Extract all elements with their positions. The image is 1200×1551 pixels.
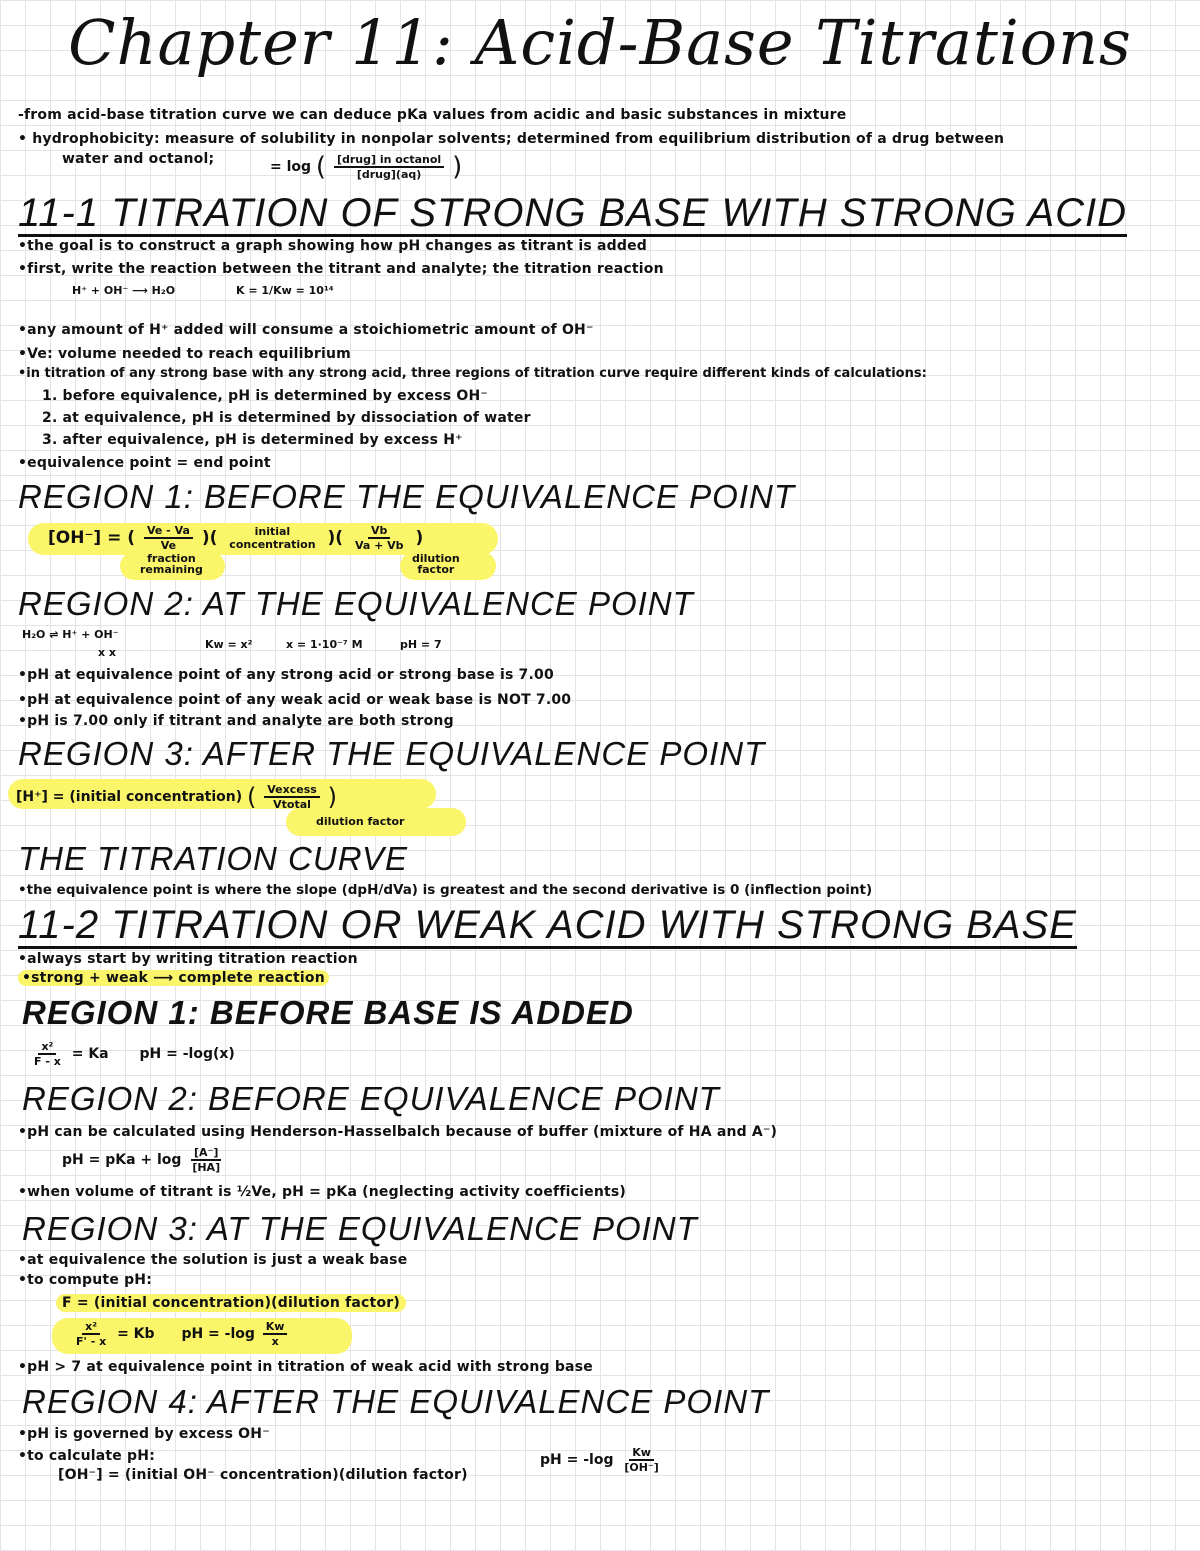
ph-prefix: pH = -log bbox=[181, 1326, 255, 1342]
fraction-denominator: [HA] bbox=[192, 1161, 221, 1174]
s2-region2-note: •pH can be calculated using Henderson-Hasselbalch because of buffer (mixture of HA and A⁻) bbox=[18, 1124, 778, 1140]
region1-close-paren: ) bbox=[415, 528, 424, 548]
ph-log-x: pH = -log(x) bbox=[139, 1046, 235, 1062]
fraction-numerator: Kw bbox=[629, 1446, 654, 1461]
intro-line-2: • hydrophobicity: measure of solubility in nonpolar solvents; determined from equilibrium distribution of a drug between bbox=[18, 131, 1005, 147]
region1-mid-paren: )( bbox=[201, 528, 218, 548]
dilution-factor-label bbox=[412, 553, 460, 575]
ph-value: pH = 7 bbox=[400, 638, 442, 651]
region3-heading: REGION 3: AFTER THE EQUIVALENCE POINT bbox=[18, 735, 766, 772]
region2-note-2: •pH at equivalence point of any weak acid or weak base is NOT 7.00 bbox=[18, 692, 572, 708]
s2-region3-heading: REGION 3: AT THE EQUIVALENCE POINT bbox=[22, 1210, 698, 1247]
kw-over-x-fraction bbox=[263, 1320, 288, 1348]
fraction-remaining bbox=[144, 524, 193, 552]
intro-line-3: water and octanol; bbox=[62, 151, 215, 167]
region-list-1: 1. before equivalence, pH is determined by excess OH⁻ bbox=[42, 388, 488, 404]
label-line-2: remaining bbox=[140, 563, 203, 576]
kw-over-oh-fraction bbox=[621, 1446, 661, 1474]
fraction-numerator: [drug] in octanol bbox=[334, 153, 444, 168]
x-value: x = 1·10⁻⁷ M bbox=[286, 638, 363, 651]
s2-region4-note-2: •to calculate pH: bbox=[18, 1448, 155, 1464]
ka-fraction bbox=[31, 1040, 64, 1068]
s2-region4-heading: REGION 4: AFTER THE EQUIVALENCE POINT bbox=[22, 1383, 770, 1420]
excess-fraction bbox=[264, 783, 320, 811]
section1-note-4: •Ve: volume needed to reach equilibrium bbox=[18, 346, 351, 362]
initial-label: initial bbox=[254, 525, 291, 538]
section1-note-3: •any amount of H⁺ added will consume a stoichiometric amount of OH⁻ bbox=[18, 322, 594, 338]
fraction-numerator: x² bbox=[82, 1320, 100, 1335]
concentration-label: concentration bbox=[229, 538, 316, 551]
section1-note-2: •first, write the reaction between the titrant and analyte; the titration reaction bbox=[18, 261, 664, 277]
label-line-1: fraction bbox=[147, 552, 196, 565]
region3-lhs: [H⁺] = (initial concentration) bbox=[16, 789, 243, 805]
titration-reaction: H⁺ + OH⁻ ⟶ H₂O bbox=[72, 284, 176, 297]
k-expression: K = 1/Kw = 10¹⁴ bbox=[236, 284, 334, 297]
formula-prefix: = log bbox=[270, 159, 312, 175]
section2-note-1: •always start by writing titration reaction bbox=[18, 951, 358, 967]
s2-region4-ph bbox=[540, 1446, 665, 1474]
kb-fraction bbox=[73, 1320, 109, 1348]
s2-region3-note-1: •at equivalence the solution is just a weak base bbox=[18, 1252, 408, 1268]
titration-curve-heading: THE TITRATION CURVE bbox=[18, 840, 408, 877]
fraction-denominator: Va + Vb bbox=[354, 539, 404, 552]
fraction-denominator: [OH⁻] bbox=[624, 1461, 659, 1474]
fraction-numerator: Vb bbox=[368, 524, 390, 539]
s2-region2-heading: REGION 2: BEFORE EQUIVALENCE POINT bbox=[22, 1080, 720, 1117]
fraction-denominator: [drug](aq) bbox=[356, 168, 422, 181]
titration-curve-note: •the equivalence point is where the slope (dpH/dVa) is greatest and the second derivative is 0 (inflection point) bbox=[18, 882, 873, 898]
initial-concentration bbox=[226, 525, 318, 551]
water-dissociation: H₂O ⇌ H⁺ + OH⁻ bbox=[22, 628, 119, 641]
section-heading-11-1: 11-1 TITRATION OF STRONG BASE WITH STRONG ACID bbox=[18, 191, 1128, 235]
excess-oh-formula: [OH⁻] = (initial OH⁻ concentration)(dilution factor) bbox=[58, 1467, 468, 1483]
section1-note-1: •the goal is to construct a graph showing how pH changes as titrant is added bbox=[18, 238, 647, 254]
region-list-2: 2. at equivalence, pH is determined by dissociation of water bbox=[42, 410, 531, 426]
kb-equals: = Kb bbox=[117, 1326, 155, 1342]
hydrophobicity-fraction bbox=[334, 153, 444, 181]
ka-equals: = Ka bbox=[71, 1046, 109, 1062]
kb-equation bbox=[70, 1320, 290, 1348]
hh-fraction bbox=[189, 1146, 223, 1174]
s2-region4-note-1: •pH is governed by excess OH⁻ bbox=[18, 1426, 270, 1442]
hydrophobicity-formula: = log ( $\frac{\text{[drug] in octanol}}{\text{[drug](aq)}}$ ) bbox=[270, 152, 463, 182]
section2-note-2: •strong + weak ⟶ complete reaction bbox=[18, 970, 329, 986]
s2-region1-formula bbox=[28, 1040, 235, 1068]
water-dissociation-x: x x bbox=[98, 646, 117, 659]
section-heading-11-2: 11-2 TITRATION OR WEAK ACID WITH STRONG BASE bbox=[18, 903, 1077, 947]
fraction-denominator: Vtotal bbox=[273, 798, 311, 811]
fraction-numerator: Ve - Va bbox=[144, 524, 193, 539]
fraction-numerator: Vexcess bbox=[264, 783, 320, 798]
region1-lhs: [OH⁻] = ( bbox=[48, 528, 136, 548]
section1-note-5: •in titration of any strong base with any strong acid, three regions of titration curve require different kinds of calculations: bbox=[18, 366, 927, 381]
region3-formula: [H⁺] = (initial concentration) ( $\frac{\text{Vexcess}}{\text{Vtotal}}$ ) bbox=[16, 783, 338, 811]
fraction-numerator: Kw bbox=[263, 1320, 288, 1335]
s2-region3-note-2: •to compute pH: bbox=[18, 1272, 153, 1288]
region1-heading: REGION 1: BEFORE THE EQUIVALENCE POINT bbox=[18, 478, 795, 515]
dilution-factor-label: dilution factor bbox=[316, 815, 405, 828]
fraction-denominator: Ve bbox=[160, 539, 177, 552]
label-line-2: factor bbox=[417, 563, 455, 576]
formal-concentration-formula: F = (initial concentration)(dilution factor) bbox=[56, 1294, 406, 1312]
region1-formula: [OH⁻] = ( $\frac{Ve - Va}{Ve}$ )( initial concentration )( $\frac{Vb}{Va + Vb}$ ) bbox=[48, 524, 424, 552]
s2-region2-note-2: •when volume of titrant is ½Ve, pH = pKa (neglecting activity coefficients) bbox=[18, 1184, 627, 1200]
hh-prefix: pH = pKa + log bbox=[62, 1152, 182, 1168]
dilution-factor-fraction bbox=[352, 524, 407, 552]
region2-note-3: •pH is 7.00 only if titrant and analyte are both strong bbox=[18, 713, 454, 729]
fraction-denominator: F - x bbox=[34, 1055, 61, 1068]
kw-expression: Kw = x² bbox=[205, 638, 253, 651]
fraction-numerator: [A⁻] bbox=[191, 1146, 221, 1161]
fraction-remaining-label bbox=[140, 553, 203, 575]
page-title: Chapter 11: Acid-Base Titrations bbox=[68, 6, 1132, 79]
intro-line-1: -from acid-base titration curve we can deduce pKa values from acidic and basic substances in mixture bbox=[18, 107, 847, 123]
region-list-3: 3. after equivalence, pH is determined by excess H⁺ bbox=[42, 432, 463, 448]
henderson-hasselbalch bbox=[62, 1146, 226, 1174]
region2-heading: REGION 2: AT THE EQUIVALENCE POINT bbox=[18, 585, 694, 622]
fraction-denominator: x bbox=[271, 1335, 279, 1348]
ph-prefix: pH = -log bbox=[540, 1452, 614, 1468]
fraction-denominator: F' - x bbox=[76, 1335, 107, 1348]
label-line-1: dilution bbox=[412, 552, 460, 565]
s2-region1-heading: REGION 1: BEFORE BASE IS ADDED bbox=[22, 994, 634, 1031]
region2-note-1: •pH at equivalence point of any strong acid or strong base is 7.00 bbox=[18, 667, 554, 683]
fraction-numerator: x² bbox=[38, 1040, 56, 1055]
section1-note-6: •equivalence point = end point bbox=[18, 455, 271, 471]
s2-region3-note-3: •pH > 7 at equivalence point in titration of weak acid with strong base bbox=[18, 1359, 593, 1375]
